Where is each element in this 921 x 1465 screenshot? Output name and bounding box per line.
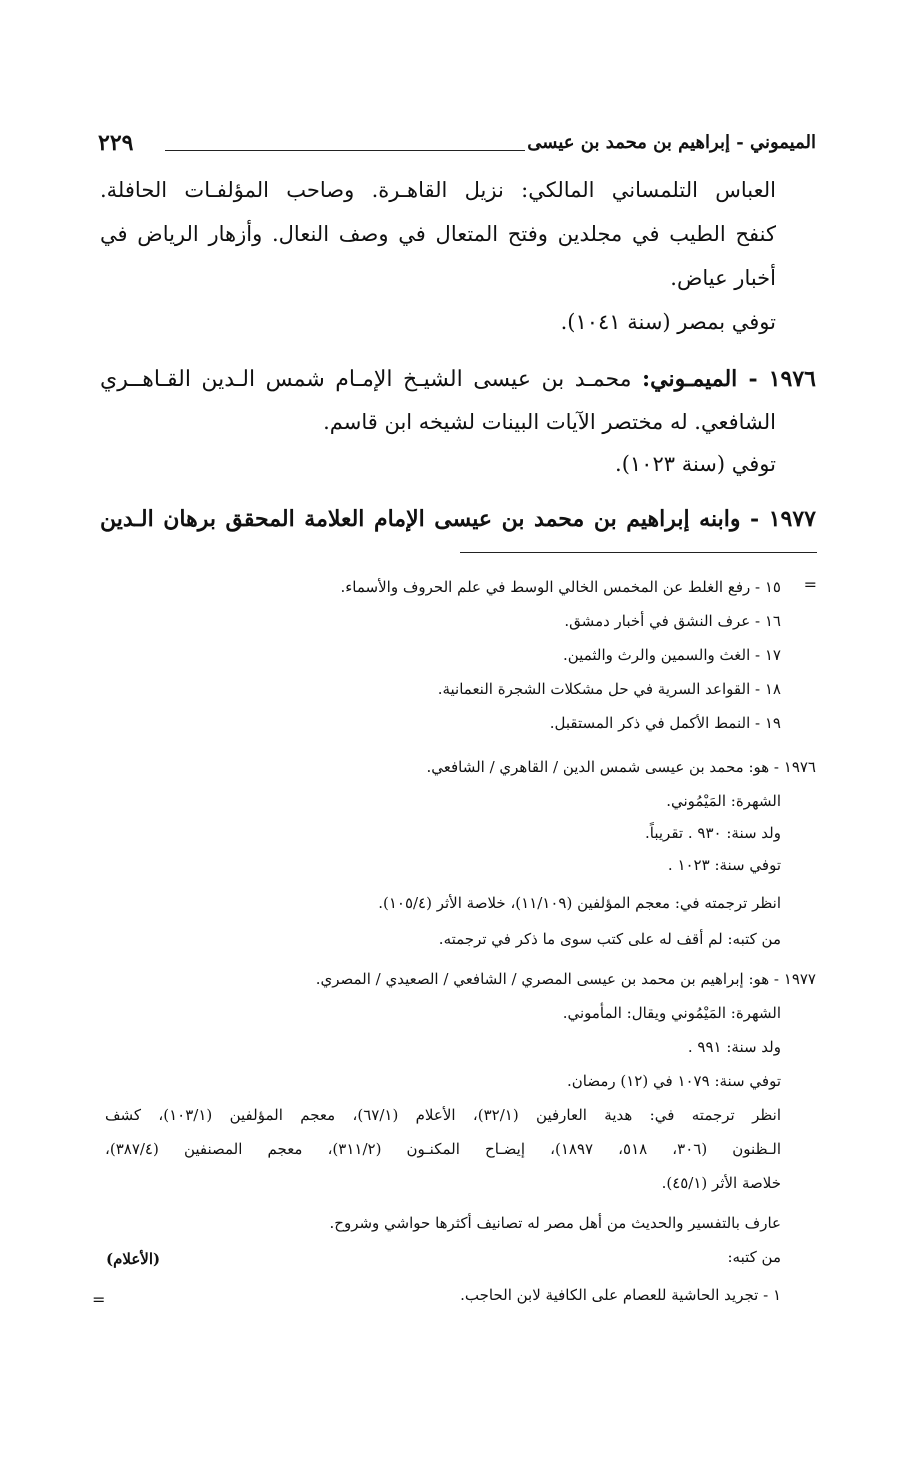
continuation-mark: = (803, 575, 817, 594)
footnote-1977-sources-line-3: خلاصة الأثر (٤٥/١). (661, 1174, 781, 1192)
footnote-1977-book-1: ١ - تجريد الحاشية للعصام على الكافية لابن الحاجب. (460, 1286, 781, 1304)
footnote-rule (460, 552, 817, 553)
footnote-1976-died: توفي سنة: ١٠٢٣ . (667, 856, 781, 874)
running-header-title: الميموني - إبراهيم بن محمد بن عيسى (527, 132, 816, 153)
works-list-item-number: ١٧ - (755, 646, 781, 664)
footnote-1977-born: ولد سنة: ٩٩١ . (687, 1038, 781, 1056)
footnote-1977-description: عارف بالتفسير والحديث من أهل مصر له تصانيف أكثرها حواشي وشروح. (329, 1214, 781, 1232)
works-list-item-text: الغث والسمين والرث والثمين. (562, 646, 751, 664)
works-list-item-text: النمط الأكمل في ذكر المستقبل. (549, 714, 751, 732)
main-line-4: توفي بمصر (سنة ١٠٤١). (560, 310, 776, 334)
works-list-item (340, 578, 781, 596)
header-rule (165, 150, 525, 151)
main-line-1: العباس التلمساني المالكي: نزيل القاهـرة. وصاحب المؤلفـات الحافلة. (100, 178, 776, 202)
works-list-item-number: ١٨ - (755, 680, 781, 698)
entry-1976-line-1-rest: محمـد بن عيسى الشيـخ الإمـام شمس الـدين القـاهــري (100, 367, 632, 392)
main-line-2: كنفح الطيب في مجلدين وفتح المتعال في وصف النعال. وأزهار الرياض في (100, 222, 776, 246)
works-list-item-number: ١٩ - (755, 714, 781, 732)
works-list-item-text: عرف النشق في أخبار دمشق. (564, 612, 751, 630)
footnote-1977-head: ١٩٧٧ - هو: إبراهيم بن محمد بن عيسى المصري / الشافعي / الصعيدي / المصري. (315, 970, 816, 988)
footnote-1977-shuhra: الشهرة: المَيْمُوني ويقال: المأموني. (562, 1004, 781, 1022)
end-continuation-mark: = (92, 1290, 106, 1309)
entry-1976-line-3: توفي (سنة ١٠٢٣). (615, 452, 776, 476)
works-list-item-text: رفع الغلط عن المخمس الخالي الوسط في علم الحروف والأسماء. (340, 578, 751, 596)
footnote-1977-died: توفي سنة: ١٠٧٩ في (١٢) رمضان. (566, 1072, 781, 1090)
works-list-item (438, 680, 781, 698)
works-list-item-number: ١٥ - (755, 578, 781, 596)
entry-1976-line-2: الشافعي. له مختصر الآيات البينات لشيخه ابن قاسم. (323, 410, 776, 434)
works-list-item (550, 714, 781, 732)
works-list-item-number: ١٦ - (755, 612, 781, 630)
page-number: ٢٢٩ (98, 130, 134, 156)
footnote-1977-sources-line-2: الـظنون (٣٠٦، ٥١٨، ١٨٩٧)، إيضـاح المكنـون (٣١١/٢)، معجم المصنفين (٣٨٧/٤)، (105, 1140, 782, 1158)
entry-1976-lead: ١٩٧٦ - الميمـوني: (642, 366, 816, 392)
footnote-1976-born: ولد سنة: ٩٣٠ . تقريباً. (645, 824, 781, 842)
entry-1977-line-1: ١٩٧٧ - وابنه إبراهيم بن محمد بن عيسى الإمام العلامة المحقق برهان الـدين (100, 506, 816, 532)
footnote-1976-head: ١٩٧٦ - هو: محمد بن عيسى شمس الدين / القاهري / الشافعي. (426, 758, 816, 776)
works-list-item (563, 646, 781, 664)
works-list-item (564, 612, 781, 630)
main-line-3: أخبار عياض. (670, 266, 776, 290)
footnote-1976-shuhra: الشهرة: المَيْمُوني. (666, 792, 781, 810)
footnote-1976-sources: انظر ترجمته في: معجم المؤلفين (١١/١٠٩)، خلاصة الأثر (١٠٥/٤). (378, 894, 781, 912)
footnote-1977-books-label: من كتبه: (727, 1248, 781, 1266)
footnote-1976-books: من كتبه: لم أقف له على كتب سوى ما ذكر في ترجمته. (438, 930, 781, 948)
footnote-1977-sources-line-1: انظر ترجمته في: هدية العارفين (٣٢/١)، الأعلام (٦٧/١)، معجم المؤلفين (١٠٣/١)، كشف (105, 1106, 781, 1124)
source-attribution: (الأعلام) (106, 1250, 161, 1268)
entry-1976-line-1 (100, 366, 816, 392)
works-list-item-text: القواعد السرية في حل مشكلات الشجرة النعمانية. (437, 680, 751, 698)
